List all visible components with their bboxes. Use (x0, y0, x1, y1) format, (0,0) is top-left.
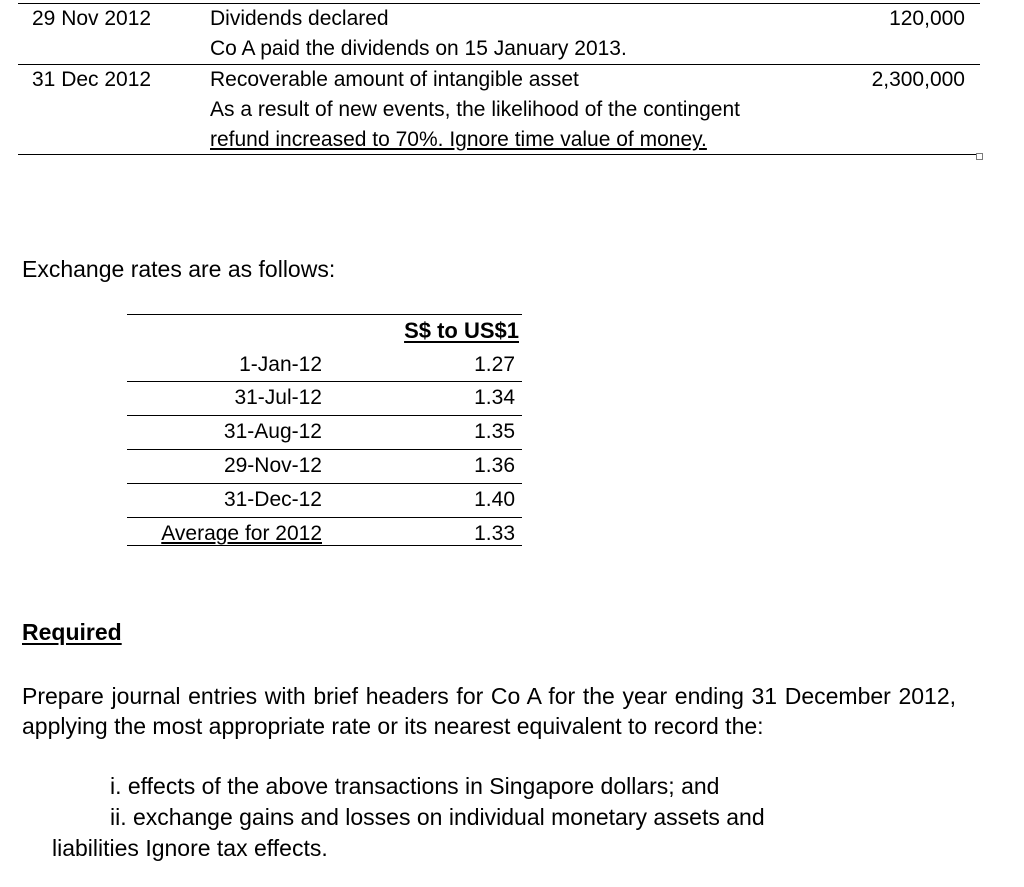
rate-value: 1.35 (474, 420, 515, 443)
rate-date: 1-Jan-12 (239, 353, 322, 376)
rates-row-divider (127, 381, 522, 382)
table-bottom-border (18, 154, 980, 155)
rates-row-divider (127, 415, 522, 416)
rate-value: 1.27 (474, 353, 515, 376)
required-paragraph: Prepare journal entries with brief headers for Co A for the year ending 31 December 2012, applying the most appropriate rate or its nearest equivalent to record the: (22, 683, 956, 739)
transaction-note: refund increased to 70%. Ignore time value of money. (210, 128, 707, 151)
transaction-description: Recoverable amount of intangible asset (210, 68, 579, 91)
table-row-divider (18, 64, 980, 65)
transaction-description: Dividends declared (210, 7, 389, 30)
rate-value: 1.33 (474, 522, 515, 545)
rate-value: 1.40 (474, 488, 515, 511)
rate-value: 1.34 (474, 386, 515, 409)
rate-date: 31-Aug-12 (223, 420, 322, 443)
rate-date: 31-Dec-12 (223, 488, 322, 511)
transaction-amount: 120,000 (889, 7, 965, 30)
rates-table-bottom-border (127, 545, 522, 546)
transaction-note: As a result of new events, the likelihood of the contingent (210, 98, 740, 121)
required-continuation: liabilities Ignore tax effects. (52, 835, 328, 861)
required-item: ii. exchange gains and losses on individual monetary assets and (110, 804, 765, 830)
transaction-date: 31 Dec 2012 (32, 68, 152, 91)
transaction-note: Co A paid the dividends on 15 January 2013. (210, 37, 627, 60)
rates-column-header: S$ to US$1 (404, 318, 519, 343)
rate-date: 31-Jul-12 (234, 386, 322, 409)
rates-row-divider (127, 517, 522, 518)
required-heading: Required (22, 619, 122, 645)
rate-value: 1.36 (474, 454, 515, 477)
rates-row-divider (127, 483, 522, 484)
exchange-intro: Exchange rates are as follows: (22, 256, 336, 282)
transaction-date: 29 Nov 2012 (32, 7, 152, 30)
required-item: i. effects of the above transactions in Singapore dollars; and (110, 773, 720, 799)
rate-date: Average for 2012 (161, 522, 322, 545)
table-resize-handle[interactable] (976, 153, 983, 160)
table-top-border (18, 3, 980, 4)
transaction-amount: 2,300,000 (871, 68, 965, 91)
rates-row-divider (127, 449, 522, 450)
rate-date: 29-Nov-12 (223, 454, 322, 477)
rates-table-top-border (127, 314, 522, 315)
